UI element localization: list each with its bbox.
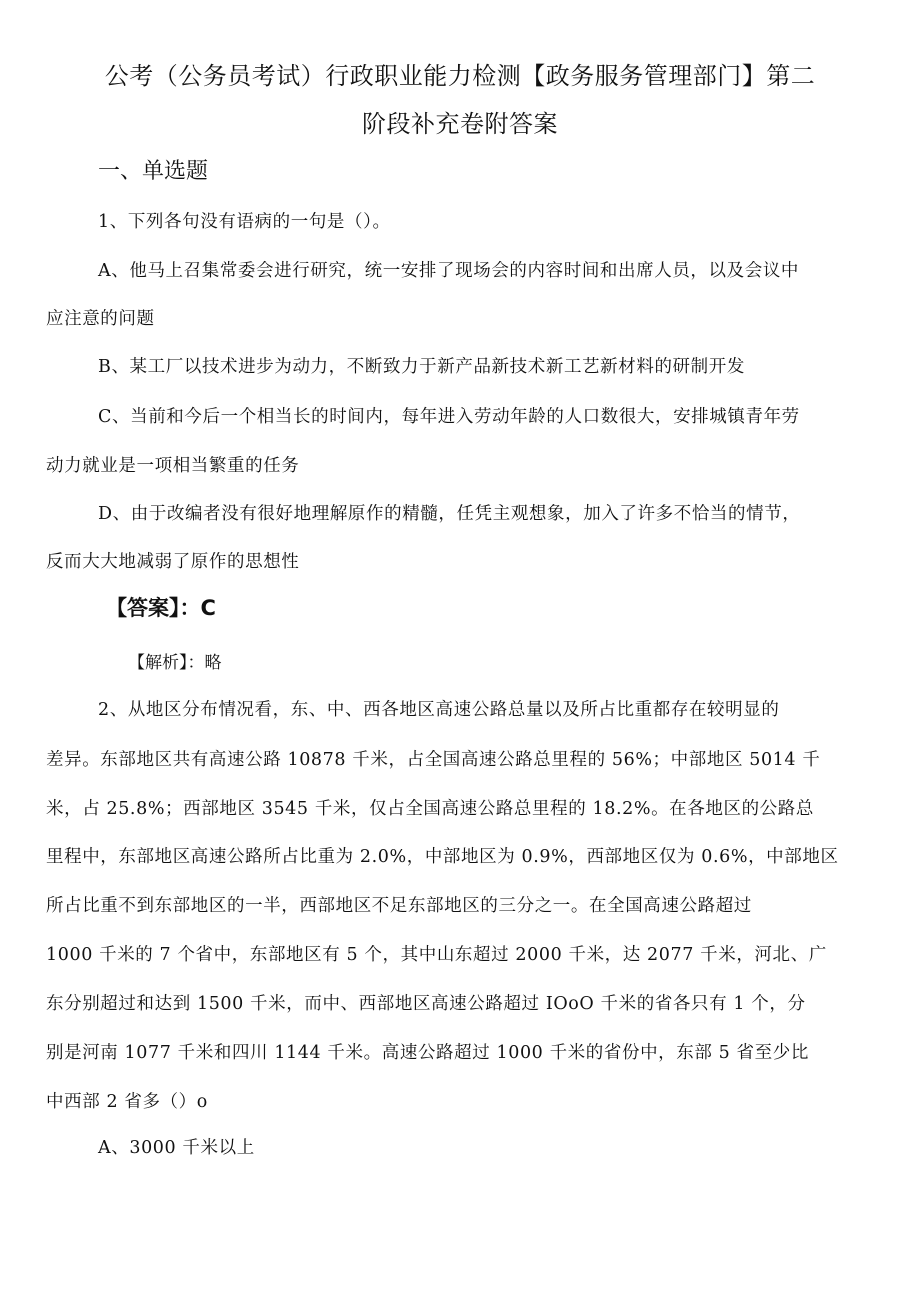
- question-1-stem: 1、下列各句没有语病的一句是（）。: [98, 212, 391, 232]
- question-2-line: 东分别超过和达到 1500 千米，而中、西部地区高速公路超过 IOoO 千米的省各只有 1 个，分: [46, 994, 806, 1014]
- question-1-option-a-line-2: 应注意的问题: [46, 309, 155, 329]
- question-1-option-d-line-1: D、由于改编者没有很好地理解原作的精髓，任凭主观想象，加入了许多不恰当的情节，: [98, 504, 801, 524]
- question-1-analysis: 【解析】：略: [128, 653, 222, 673]
- question-1-option-c-line-2: 动力就业是一项相当繁重的任务: [46, 456, 300, 476]
- question-1-answer: 【答案】：C: [106, 596, 216, 620]
- question-2-line: 里程中，东部地区高速公路所占比重为 2.0%，中部地区为 0.9%，西部地区仅为 0.6%，中部地区: [46, 847, 839, 867]
- question-1-option-c-line-1: C、当前和今后一个相当长的时间内，每年进入劳动年龄的人口数很大，安排城镇青年劳: [98, 407, 800, 427]
- question-2-line: 2、从地区分布情况看，东、中、西各地区高速公路总量以及所占比重都存在较明显的: [98, 700, 780, 720]
- document-title-line-2: 阶段补充卷附答案: [362, 110, 558, 138]
- question-1-option-d-line-2: 反而大大地减弱了原作的思想性: [46, 552, 300, 572]
- question-1-option-b: B、某工厂以技术进步为动力，不断致力于新产品新技术新工艺新材料的研制开发: [98, 357, 745, 377]
- question-2-option-a: A、3000 千米以上: [98, 1138, 255, 1158]
- question-2-line: 1000 千米的 7 个省中，东部地区有 5 个，其中山东超过 2000 千米，达 2077 千米，河北、广: [46, 945, 827, 965]
- question-2-line: 所占比重不到东部地区的一半，西部地区不足东部地区的三分之一。在全国高速公路超过: [46, 896, 752, 916]
- document-title-line-1: 公考（公务员考试）行政职业能力检测【政务服务管理部门】第二: [104, 62, 816, 90]
- question-2-line: 别是河南 1077 千米和四川 1144 千米。高速公路超过 1000 千米的省份中，东部 5 省至少比: [46, 1043, 809, 1063]
- section-heading: 一、单选题: [98, 159, 209, 184]
- question-2-line: 中西部 2 省多（）o: [46, 1092, 208, 1112]
- question-2-line: 米，占 25.8%；西部地区 3545 千米，仅占全国高速公路总里程的 18.2%。在各地区的公路总: [46, 799, 814, 819]
- question-2-line: 差异。东部地区共有高速公路 10878 千米，占全国高速公路总里程的 56%；中部地区 5014 千: [46, 750, 821, 770]
- question-1-option-a-line-1: A、他马上召集常委会进行研究，统一安排了现场会的内容时间和出席人员，以及会议中: [98, 261, 800, 281]
